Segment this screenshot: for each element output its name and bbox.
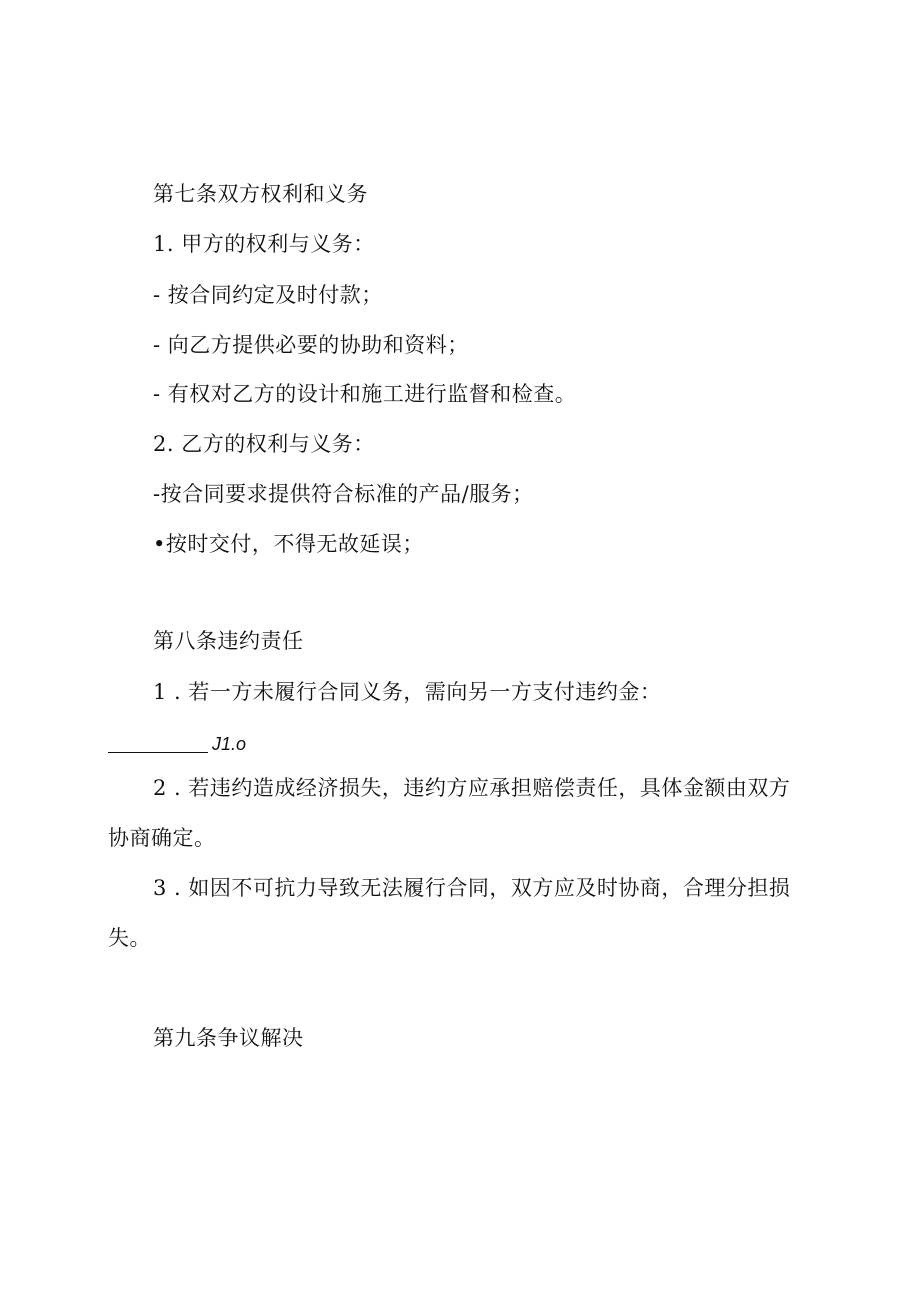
party-a-item: - 按合同约定及时付款； [153, 283, 383, 307]
penalty-amount-suffix: J1.o [212, 734, 247, 754]
article8-clause-3-line-2: 失。 [108, 926, 151, 950]
article8-title: 第八条违约责任 [153, 629, 304, 653]
party-a-item: - 向乙方提供必要的协助和资料； [153, 333, 469, 357]
fill-in-underline [108, 752, 208, 753]
article8-clause-2-line-2: 协商确定。 [108, 826, 216, 850]
article8-clause-3-line-1: 3 . 如因不可抗力导致无法履行合同，双方应及时协商，合理分担损 [153, 876, 791, 900]
article8-clause-1: 1 . 若一方未履行合同义务，需向另一方支付违约金： [153, 680, 662, 704]
article7-title: 第七条双方权利和义务 [153, 182, 368, 206]
party-b-item: •按时交付，不得无故延误； [153, 532, 424, 556]
party-b-item: -按合同要求提供符合标准的产品/服务； [153, 482, 534, 506]
party-a-item: - 有权对乙方的设计和施工进行监督和检查。 [153, 382, 577, 406]
party-a-heading: 1. 甲方的权利与义务： [153, 232, 375, 256]
party-b-heading: 2. 乙方的权利与义务： [153, 432, 375, 456]
article9-title: 第九条争议解决 [153, 1026, 304, 1050]
article8-clause-2-line-1: 2 . 若违约造成经济损失，违约方应承担赔偿责任，具体金额由双方 [153, 776, 791, 800]
